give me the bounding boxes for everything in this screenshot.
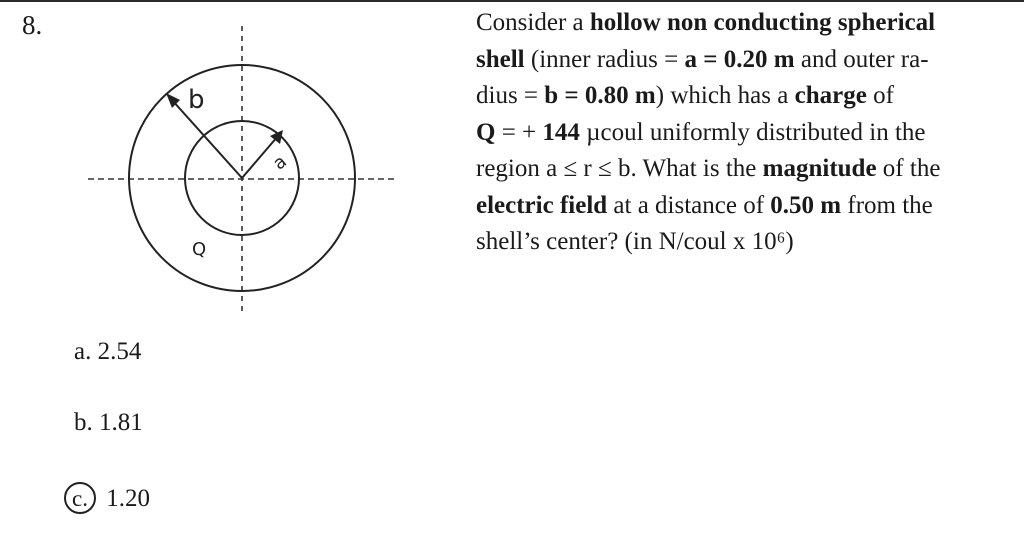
- choice-b-value: 1.81: [99, 409, 143, 436]
- top-rule: [0, 0, 1024, 2]
- question-text-segment: µcoul uniformly distributed in the: [579, 118, 926, 146]
- choice-c-letter-circled: c.: [64, 482, 96, 514]
- question-text-segment: and outer ra-: [794, 45, 929, 73]
- question-text-segment: of the: [876, 155, 941, 182]
- question-text-segment: ) which has a: [655, 82, 795, 109]
- question-text-segment: (inner radius =: [524, 45, 685, 73]
- spherical-shell-diagram: [80, 18, 410, 328]
- question-bold-text: 144: [542, 118, 580, 146]
- question-bold-text: shell: [476, 45, 525, 73]
- choice-c[interactable]: [74, 482, 150, 514]
- choice-c-value: 1.20: [106, 485, 150, 512]
- question-text-segment: from the: [841, 191, 933, 219]
- question-text-segment: dius =: [476, 82, 545, 109]
- question-bold-text: b = 0.80 m: [544, 82, 656, 109]
- question-bold-text: electric field: [476, 191, 608, 219]
- choice-a[interactable]: [74, 338, 141, 366]
- label-q: Q: [192, 239, 207, 260]
- choice-a-letter: a.: [74, 338, 92, 365]
- question-text-segment: region a ≤ r ≤ b. What is the: [476, 155, 763, 182]
- choice-b[interactable]: [74, 409, 143, 437]
- question-bold-text: a = 0.20 m: [684, 45, 795, 73]
- radius-b-line: [172, 100, 242, 178]
- question-text-segment: shell’s center? (in N/coul x 10⁶): [476, 228, 794, 255]
- question-line: [476, 188, 1016, 225]
- question-text-segment: = +: [495, 118, 543, 146]
- label-a: a: [268, 151, 291, 175]
- choice-a-value: 2.54: [97, 338, 142, 365]
- question-line: [476, 5, 1016, 42]
- question-line: [476, 42, 1016, 79]
- question-text: [476, 5, 1016, 261]
- question-bold-text: charge: [794, 82, 867, 109]
- question-text-segment: of: [866, 82, 894, 109]
- question-bold-text: magnitude: [762, 155, 877, 182]
- question-bold-text: hollow non conducting spherical: [589, 9, 936, 36]
- label-b: b: [188, 85, 205, 115]
- question-line: [476, 224, 1016, 261]
- question-number: 8.: [22, 10, 43, 40]
- question-line: [476, 151, 1016, 188]
- choice-b-letter: b.: [74, 409, 93, 436]
- question-text-segment: at a distance of: [607, 191, 771, 219]
- question-line: [476, 78, 1016, 115]
- question-text-segment: Consider a: [476, 9, 590, 36]
- question-bold-text: Q: [476, 118, 496, 146]
- question-bold-text: 0.50 m: [770, 191, 842, 219]
- question-line: [476, 115, 1016, 152]
